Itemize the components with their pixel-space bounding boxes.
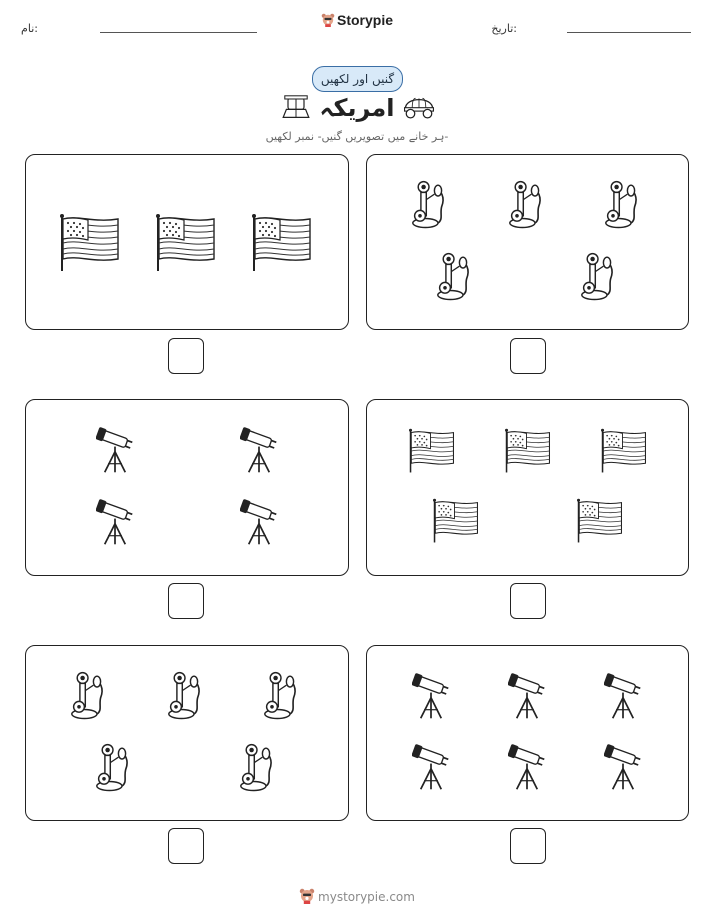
telephone-icon <box>95 742 131 794</box>
telescope-icon <box>508 743 546 791</box>
answer-box-3[interactable] <box>168 583 204 619</box>
telescope-icon <box>508 672 546 720</box>
count-box-2 <box>366 154 689 330</box>
telescope-icon <box>604 743 642 791</box>
telephone-icon <box>70 670 106 722</box>
flag-icon <box>503 428 553 474</box>
name-line <box>100 32 257 33</box>
flag-icon <box>154 213 218 273</box>
answer-box-6[interactable] <box>510 828 546 864</box>
answer-box-2[interactable] <box>510 338 546 374</box>
footer-url[interactable]: mystorypie.com <box>318 890 415 904</box>
telescope-icon <box>96 498 134 546</box>
telescope-icon <box>604 672 642 720</box>
brand-name: Storypie <box>336 12 393 28</box>
telephone-icon <box>436 251 472 303</box>
count-box-3 <box>25 399 349 576</box>
telephone-icon <box>604 179 640 231</box>
flag-icon <box>407 428 457 474</box>
telephone-icon <box>239 742 275 794</box>
bear-icon <box>299 888 315 904</box>
answer-box-1[interactable] <box>168 338 204 374</box>
flag-icon <box>431 498 481 544</box>
telephone-icon <box>580 251 616 303</box>
flag-icon <box>58 213 122 273</box>
count-box-4 <box>366 399 689 576</box>
name-label: نام: <box>21 22 38 35</box>
telephone-icon <box>263 670 299 722</box>
instructions: ہر خانے میں تصویریں گنیں- نمبر لکھیں- <box>265 130 449 143</box>
brand-logo <box>0 12 714 28</box>
telephone-icon <box>167 670 203 722</box>
telescope-icon <box>240 426 278 474</box>
count-box-6 <box>366 645 689 821</box>
footer <box>0 888 714 904</box>
count-box-1 <box>25 154 349 330</box>
flag-icon <box>599 428 649 474</box>
telephone-icon <box>411 179 447 231</box>
telescope-icon <box>412 672 450 720</box>
telescope-icon <box>96 426 134 474</box>
answer-box-4[interactable] <box>510 583 546 619</box>
date-label: تاریخ: <box>491 22 517 35</box>
flag-icon <box>575 498 625 544</box>
flag-icon <box>250 213 314 273</box>
answer-box-5[interactable] <box>168 828 204 864</box>
activity-badge: گنیں اور لکھیں <box>312 66 403 92</box>
telephone-icon <box>508 179 544 231</box>
date-line <box>567 32 691 33</box>
count-box-5 <box>25 645 349 821</box>
page-title: امریکہ <box>319 94 395 122</box>
covered-wagon-icon <box>402 93 436 119</box>
bear-icon <box>321 13 335 27</box>
telescope-icon <box>412 743 450 791</box>
telescope-icon <box>240 498 278 546</box>
